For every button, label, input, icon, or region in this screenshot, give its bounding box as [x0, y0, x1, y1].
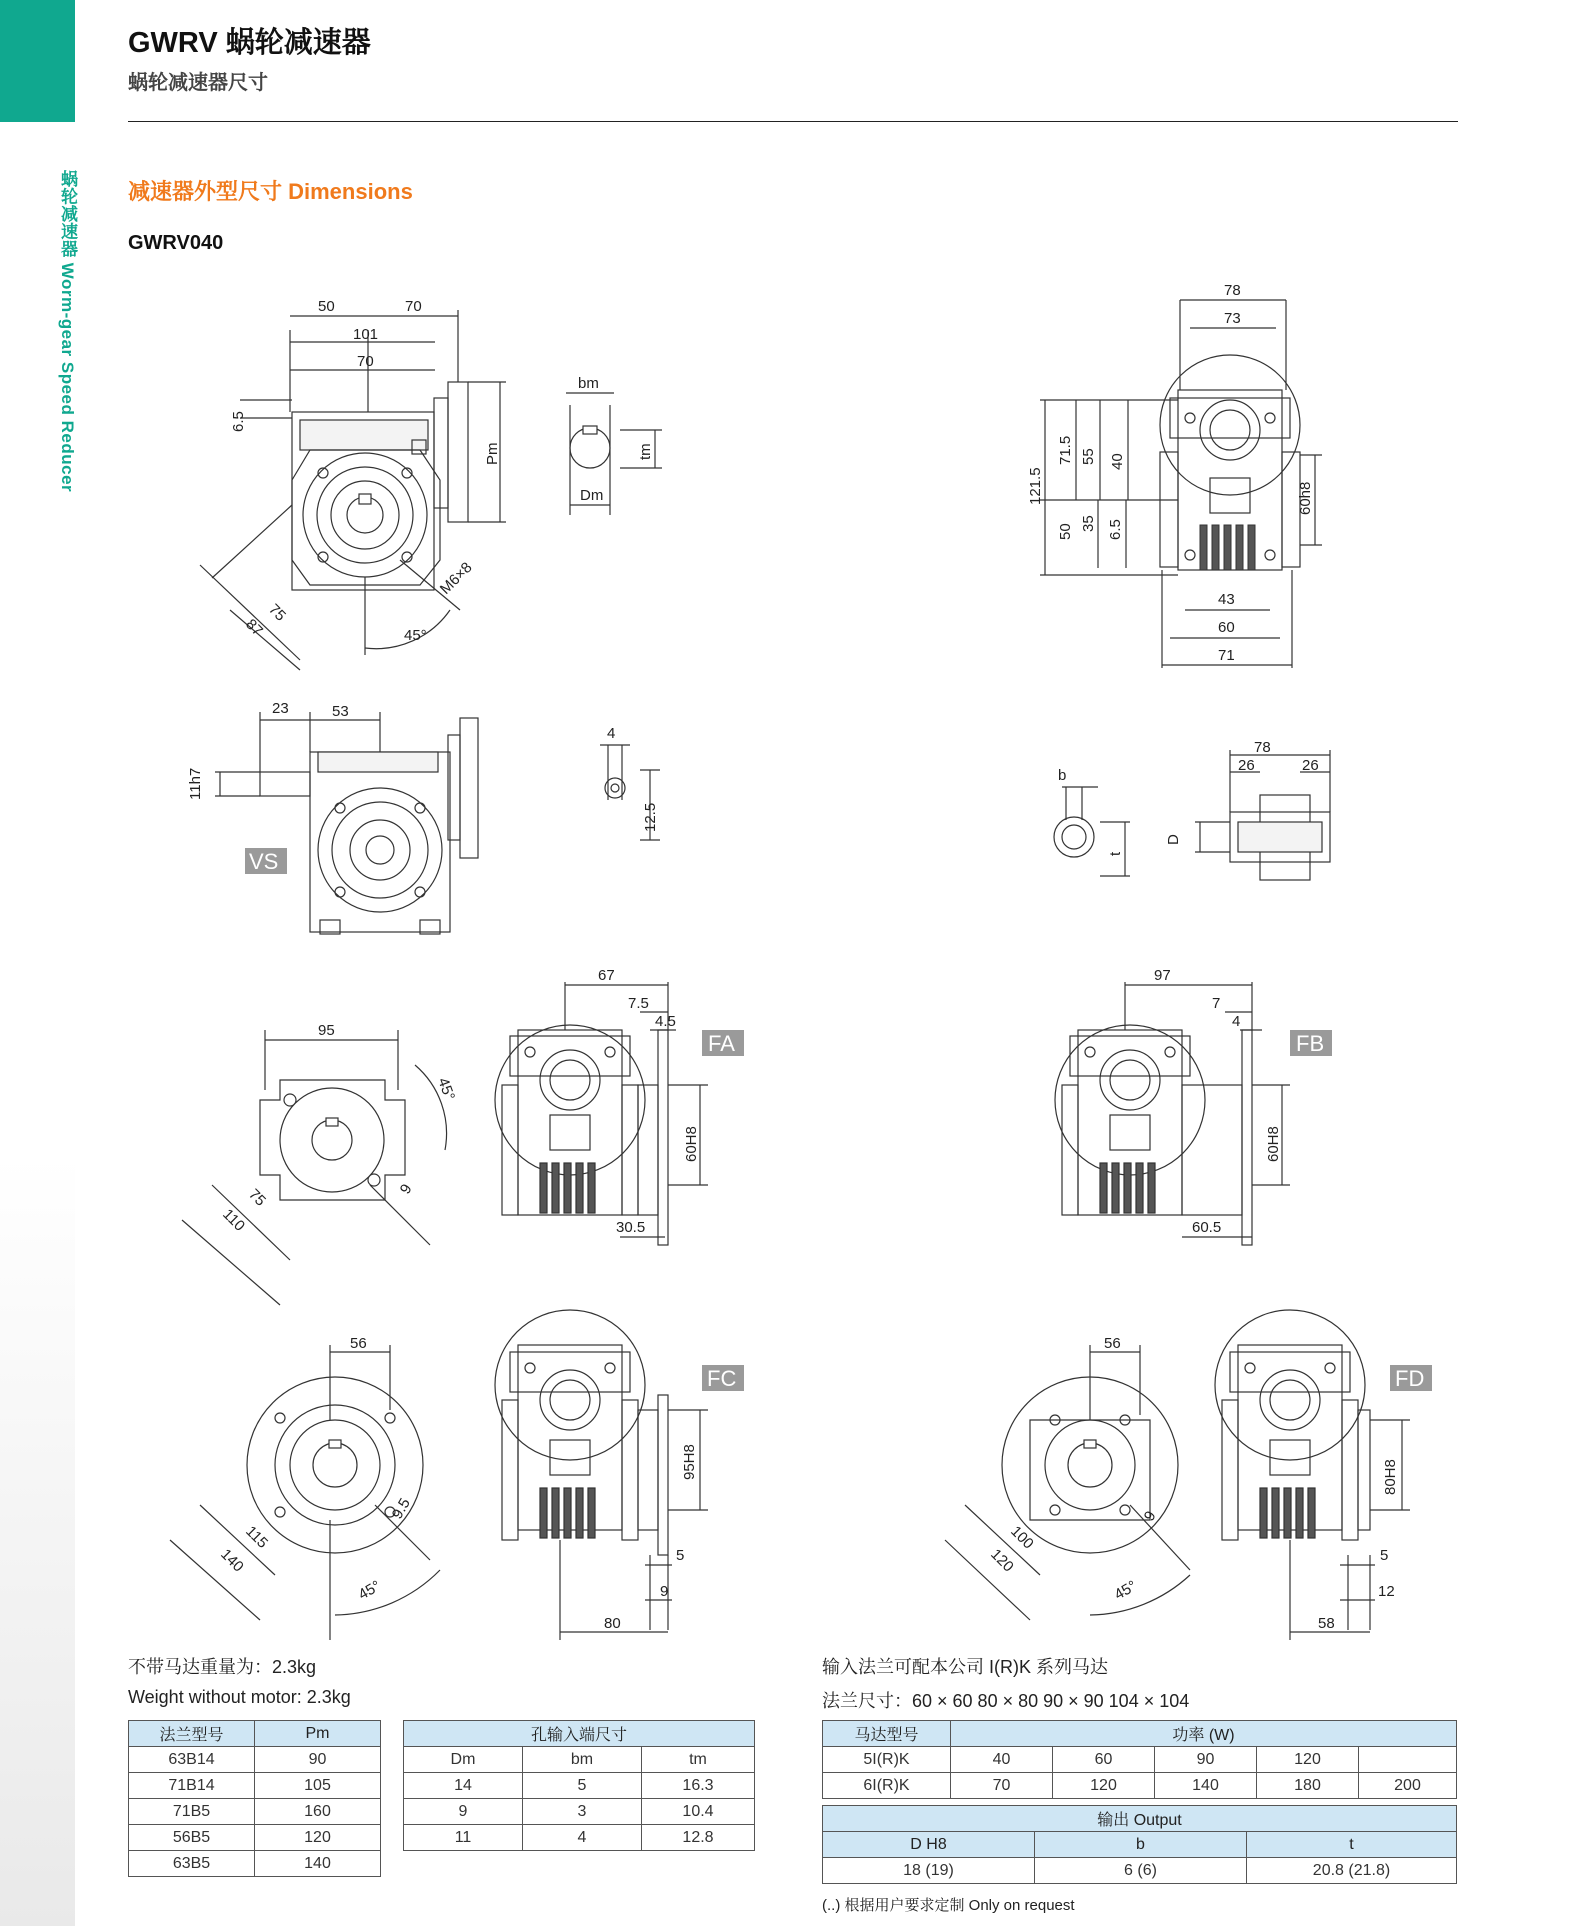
fd-tag: FD [1395, 1366, 1425, 1391]
dim-label: 4 [1232, 1013, 1241, 1030]
dim-label: 60H8 [1265, 1126, 1282, 1162]
fc-view-drawing [495, 1310, 708, 1640]
dim-label: 75 [245, 1185, 269, 1210]
side-view-drawing [1040, 300, 1322, 668]
dim-label: 95H8 [681, 1444, 698, 1480]
dim-label: 70 [357, 353, 374, 370]
table-row [129, 1825, 381, 1851]
table-cell: 63B14 [129, 1747, 255, 1773]
dim-label: 12.5 [642, 802, 659, 832]
table-title: 输出 Output [823, 1806, 1457, 1832]
table-row [404, 1825, 755, 1851]
table-cell: 18 (19) [823, 1858, 1035, 1884]
dim-label: 100 [1007, 1522, 1037, 1553]
fb-tag: FB [1296, 1031, 1325, 1056]
table-cell: 40 [951, 1747, 1053, 1773]
dim-label: 9 [1140, 1508, 1160, 1524]
dim-label: 87 [242, 615, 266, 640]
dim-label: 53 [332, 703, 349, 720]
weight-note-en: Weight without motor: 2.3kg [128, 1687, 351, 1707]
model-label: GWRV040 [128, 232, 224, 254]
table-cell: 63B5 [129, 1851, 255, 1877]
chapter-side-label: 蜗轮减速器 Worm-gear Speed Reducer [58, 170, 77, 493]
dim-label: 40 [1109, 453, 1126, 470]
dim-label: 11h7 [187, 767, 204, 800]
dim-label: 7.5 [628, 995, 649, 1012]
dim-label: 7 [1212, 995, 1221, 1012]
dim-label: 4 [607, 725, 616, 742]
table-header: 法兰型号 [129, 1721, 255, 1747]
motor-table [822, 1720, 1457, 1799]
motor-note-line1: 输入法兰可配本公司 I(R)K 系列马达 [822, 1657, 1108, 1677]
dim-label: 6.5 [1107, 519, 1124, 540]
table-cell: 140 [255, 1851, 381, 1877]
motor-note-line2: 法兰尺寸：60 × 60 80 × 80 90 × 90 104 × 104 [822, 1691, 1190, 1711]
table-cell: 70 [951, 1773, 1053, 1799]
dim-label: 45° [1111, 1577, 1140, 1604]
dim-label: 60H8 [683, 1126, 700, 1162]
table-cell: 200 [1359, 1773, 1457, 1799]
table-header: Dm [404, 1747, 523, 1773]
dim-label: 23 [272, 700, 289, 717]
table-cell: 120 [255, 1825, 381, 1851]
dim-label: 121.5 [1027, 467, 1044, 505]
dim-label: 101 [353, 326, 379, 343]
dim-label: 9.5 [388, 1495, 414, 1522]
table-row [823, 1773, 1457, 1799]
dim-label: 9 [660, 1583, 669, 1600]
fb-view-drawing [1055, 982, 1290, 1245]
table-header: 功率 (W) [951, 1721, 1457, 1747]
table-row [404, 1773, 755, 1799]
table-cell: 3 [523, 1799, 642, 1825]
table-header: Pm [255, 1721, 381, 1747]
table-cell: 12.8 [642, 1825, 755, 1851]
dim-label: t [1107, 851, 1124, 856]
page-title: GWRV 蜗轮减速器 [128, 27, 371, 59]
table-row [823, 1858, 1457, 1884]
table-header: t [1247, 1832, 1457, 1858]
fc-tag: FC [707, 1366, 737, 1391]
table-cell: 120 [1053, 1773, 1155, 1799]
table-header: b [1035, 1832, 1247, 1858]
dim-label: 140 [217, 1545, 247, 1576]
table-cell [1359, 1747, 1457, 1773]
table-cell: 180 [1257, 1773, 1359, 1799]
dim-label: 9 [396, 1181, 416, 1197]
dim-label: 56 [350, 1335, 367, 1352]
dim-label: 115 [242, 1522, 272, 1552]
table-header: 马达型号 [823, 1721, 951, 1747]
table-cell: 4 [523, 1825, 642, 1851]
table-cell: 5I(R)K [823, 1747, 951, 1773]
page-subtitle: 蜗轮减速器尺寸 [128, 72, 268, 94]
dim-label: 60 [1218, 619, 1235, 636]
dim-label: bm [578, 375, 599, 392]
dim-label: 110 [219, 1205, 249, 1235]
section-heading: 减速器外型尺寸 Dimensions [128, 179, 413, 204]
dim-label: 12 [1378, 1583, 1395, 1600]
table-cell: 20.8 (21.8) [1247, 1858, 1457, 1884]
dim-label: b [1058, 767, 1067, 784]
dim-label: tm [637, 443, 654, 460]
output-shaft-drawing [1054, 750, 1330, 880]
dim-label: 120 [987, 1545, 1017, 1576]
table-cell: 120 [1257, 1747, 1359, 1773]
dim-label: D [1165, 834, 1182, 845]
vs-view-drawing [215, 712, 478, 934]
table-title: 孔输入端尺寸 [404, 1721, 755, 1747]
dim-label: 71 [1218, 647, 1235, 664]
dim-label: Dm [580, 487, 604, 504]
dim-label: 80 [604, 1615, 621, 1632]
output-table [822, 1805, 1457, 1884]
dim-label: 5 [1380, 1547, 1389, 1564]
fd-flange-drawing [945, 1345, 1190, 1620]
dim-label: 78 [1224, 282, 1241, 299]
dim-label: Pm [484, 442, 501, 465]
table-cell: 71B14 [129, 1773, 255, 1799]
dim-label: M6×8 [436, 558, 476, 598]
dim-label: 45° [355, 1577, 384, 1604]
fa-view-drawing [495, 982, 708, 1245]
dim-label: 60h8 [1297, 481, 1314, 515]
table-cell: 105 [255, 1773, 381, 1799]
table-cell: 90 [1155, 1747, 1257, 1773]
fa-tag: FA [708, 1031, 735, 1056]
dim-label: 73 [1224, 310, 1241, 327]
table-cell: 16.3 [642, 1773, 755, 1799]
dim-label: 71.5 [1057, 435, 1074, 465]
dim-label: 95 [318, 1022, 335, 1039]
dim-label: 26 [1302, 757, 1319, 774]
dim-label: 78 [1254, 739, 1271, 756]
table-cell: 56B5 [129, 1825, 255, 1851]
table-row [823, 1747, 1457, 1773]
table-cell: 140 [1155, 1773, 1257, 1799]
table-header: bm [523, 1747, 642, 1773]
dim-label: 5 [676, 1547, 685, 1564]
flange-table [128, 1720, 381, 1877]
table-cell: 160 [255, 1799, 381, 1825]
dim-label: 80H8 [1382, 1459, 1399, 1495]
table-row [404, 1799, 755, 1825]
table-row [129, 1799, 381, 1825]
table-cell: 6I(R)K [823, 1773, 951, 1799]
fa-flange-drawing [182, 1030, 447, 1305]
dim-label: 60.5 [1192, 1219, 1222, 1236]
dim-label: 67 [598, 967, 615, 984]
table-cell: 11 [404, 1825, 523, 1851]
vs-tag: VS [249, 849, 279, 874]
dim-label: 4.5 [655, 1013, 676, 1030]
dim-label: 56 [1104, 1335, 1121, 1352]
table-row [129, 1773, 381, 1799]
dim-label: 45° [404, 627, 427, 644]
weight-note-cn: 不带马达重量为：2.3kg [128, 1657, 317, 1677]
dim-label: 75 [265, 600, 289, 625]
table-header: tm [642, 1747, 755, 1773]
dim-label: 55 [1080, 448, 1097, 465]
table-cell: 14 [404, 1773, 523, 1799]
dim-label: 6.5 [230, 411, 247, 432]
table-cell: 6 (6) [1035, 1858, 1247, 1884]
table-cell: 9 [404, 1799, 523, 1825]
bore-table [403, 1720, 755, 1851]
dim-label: 97 [1154, 967, 1171, 984]
dim-label: 50 [1057, 523, 1074, 540]
table-header: D H8 [823, 1832, 1035, 1858]
table-row [129, 1851, 381, 1877]
table-cell: 5 [523, 1773, 642, 1799]
dim-label: 50 [318, 298, 335, 315]
dim-label: 70 [405, 298, 422, 315]
fc-flange-drawing [170, 1345, 440, 1640]
dim-label: 26 [1238, 757, 1255, 774]
table-cell: 71B5 [129, 1799, 255, 1825]
front-view-drawing [200, 310, 506, 670]
footnote: (..) 根据用户要求定制 Only on request [822, 1897, 1075, 1914]
dim-label: 30.5 [616, 1219, 646, 1236]
table-cell: 60 [1053, 1747, 1155, 1773]
dim-label: 35 [1080, 515, 1097, 532]
table-cell: 90 [255, 1747, 381, 1773]
table-cell: 10.4 [642, 1799, 755, 1825]
dim-label: 45° [434, 1075, 458, 1103]
table-row [129, 1747, 381, 1773]
dim-label: 43 [1218, 591, 1235, 608]
dim-label: 58 [1318, 1615, 1335, 1632]
